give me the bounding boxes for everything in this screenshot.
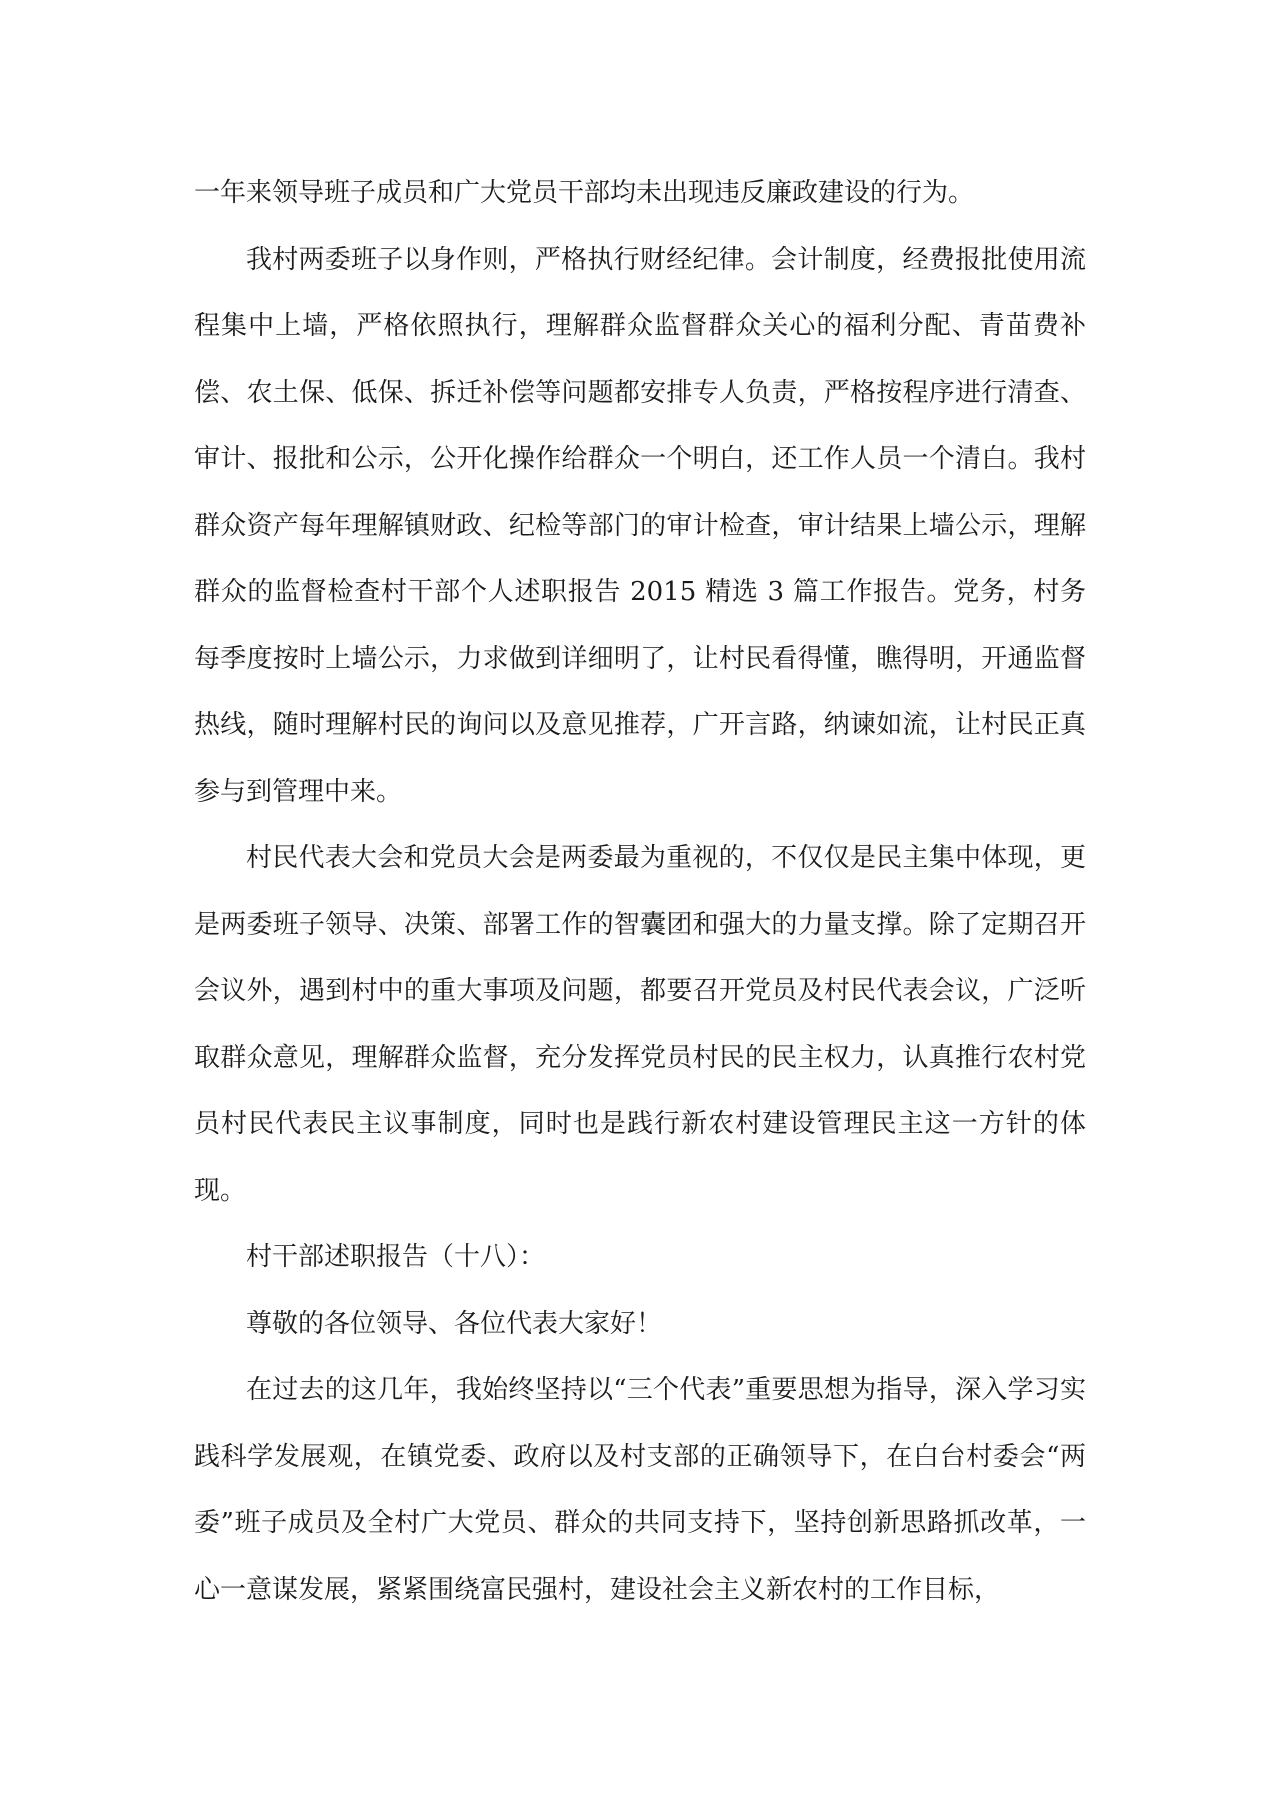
paragraph-2: 我村两委班子以身作则，严格执行财经纪律。会计制度，经费报批使用流程集中上墙，严格依照执行，理解群众监督群众关心的福利分配、青苗费补偿、农土保、低保、拆迁补偿等问题都安排专人负责，严格按程序进行清查、审计、报批和公示，公开化操作给群众一个明白，还工作人员一个清白。我村群众资产每年理解镇财政、纪检等部门的审计检查，审计结果上墙公示，理解群众的监督检查村干部个人述职报告 2015 精选 3 篇工作报告。党务，村务每季度按时上墙公示，力求做到详细明了，让村民看得懂，瞧得明，开通监督热线，随时理解村民的询问以及意见推荐，广开言路，纳谏如流，让村民正真参与到管理中来。 bbox=[194, 244, 1086, 807]
paragraph-1: 一年来领导班子成员和广大党员干部均未出现违反廉政建设的行为。 bbox=[194, 178, 975, 208]
document-body bbox=[194, 160, 1086, 1623]
section-heading: 村干部述职报告（十八）： bbox=[246, 1242, 546, 1272]
paragraph-6: 在过去的这几年，我始终坚持以“三个代表”重要思想为指导，深入学习实践科学发展观，在镇党委、政府以及村支部的正确领导下，在白台村委会“两委”班子成员及全村广大党员、群众的共同支持下，坚持创新思路抓改革，一心一意谋发展，紧紧围绕富民强村，建设社会主义新农村的工作目标， bbox=[194, 1375, 1086, 1605]
salutation: 尊敬的各位领导、各位代表大家好！ bbox=[246, 1308, 663, 1339]
paragraph-3: 村民代表大会和党员大会是两委最为重视的，不仅仅是民主集中体现，更是两委班子领导、决策、部署工作的智囊团和强大的力量支撑。除了定期召开会议外，遇到村中的重大事项及问题，都要召开党员及村民代表会议，广泛听取群众意见，理解群众监督，充分发挥党员村民的民主权力，认真推行农村党员村民代表民主议事制度，同时也是践行新农村建设管理民主这一方针的体现。 bbox=[194, 843, 1086, 1206]
